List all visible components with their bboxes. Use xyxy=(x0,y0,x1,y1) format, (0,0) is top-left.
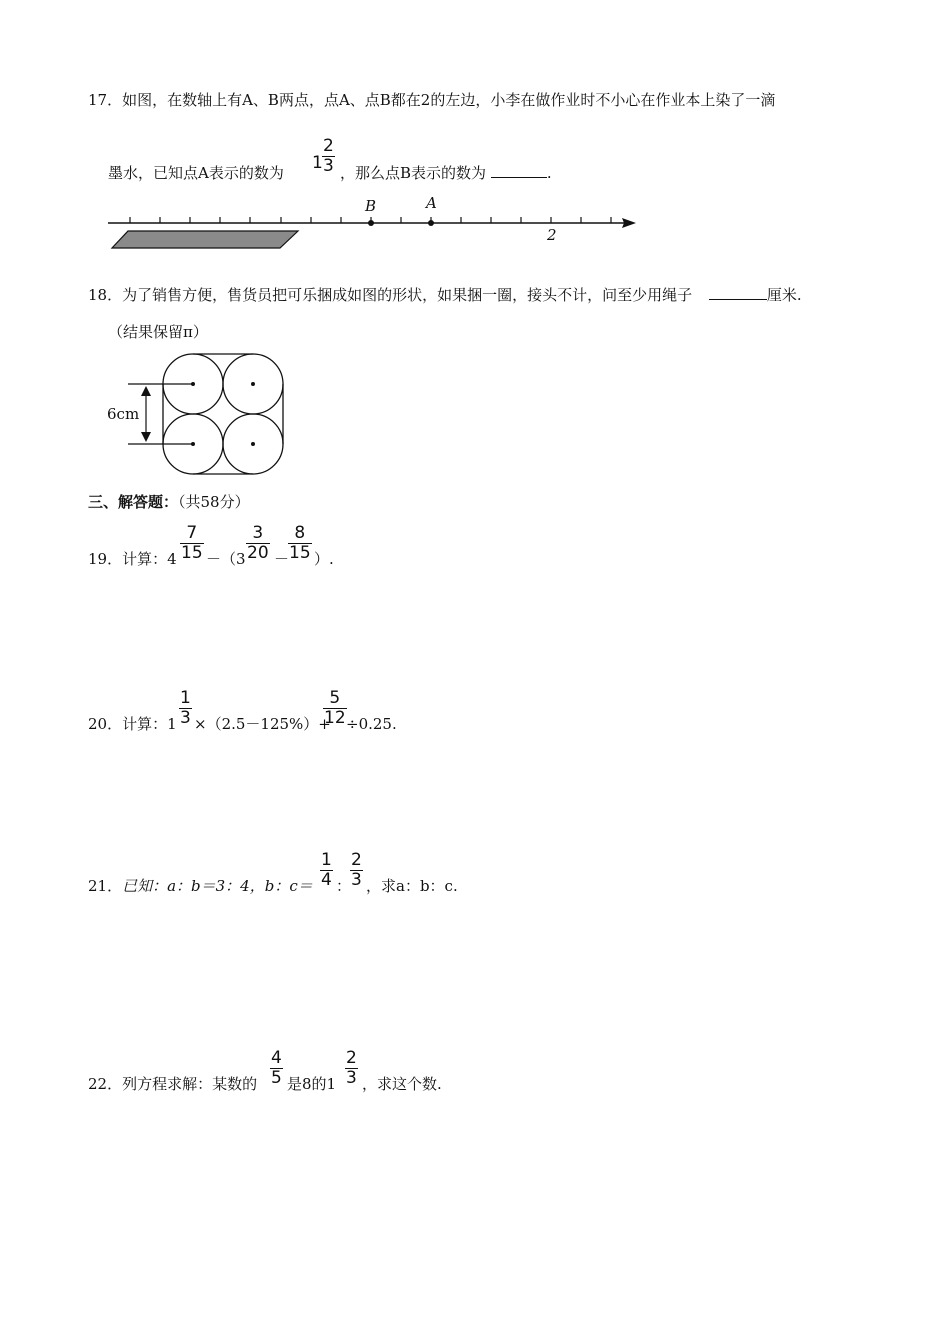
q17-frac-den: 3 xyxy=(323,156,334,176)
can-centers xyxy=(191,382,255,446)
q17-whole: 1 xyxy=(312,153,323,173)
q21-f1-den: 4 xyxy=(321,870,332,890)
q20-suffix: ÷0.25. xyxy=(346,715,397,733)
q21-line xyxy=(88,876,313,896)
section3-heading xyxy=(88,492,250,512)
q21-fraction-2 xyxy=(350,852,363,889)
q18-note: （结果保留π） xyxy=(108,323,208,341)
q22-f1-num: 4 xyxy=(271,1048,282,1068)
section3-title: 三、解答题： xyxy=(88,493,179,511)
q19-f1-den: 15 xyxy=(181,543,203,563)
q19-f2-num: 3 xyxy=(252,523,264,543)
q20-f1-num: 1 xyxy=(180,688,191,708)
q20-line xyxy=(88,714,177,734)
point-B-label: B xyxy=(365,197,377,215)
q21-suffix: ，求a：b：c. xyxy=(366,877,458,895)
q22-f1-den: 5 xyxy=(271,1068,282,1088)
rope-outline xyxy=(163,354,283,474)
q20-fraction-1 xyxy=(179,690,192,727)
q19-fraction-1 xyxy=(180,525,204,562)
can-circles xyxy=(163,354,283,474)
q22-prefix: 列方程求解：某数的 xyxy=(122,1075,258,1093)
q19-op1: －（3 xyxy=(206,550,246,568)
q19-f1-num: 7 xyxy=(186,523,198,543)
point-A-label: A xyxy=(426,194,437,212)
q17-number: 17． xyxy=(88,91,123,109)
q17-end: . xyxy=(546,164,552,182)
q21-colon: ： xyxy=(336,877,352,895)
section3-score: （共58分） xyxy=(178,493,250,511)
q19-fraction-2 xyxy=(246,525,270,562)
q21-number: 21． xyxy=(88,877,123,895)
q20-f1-den: 3 xyxy=(180,708,191,728)
q19-suffix: ）. xyxy=(314,550,334,568)
dimension-arrow-down xyxy=(141,432,151,442)
q20-fraction-2 xyxy=(323,690,347,727)
tick-label-2: 2 xyxy=(547,226,557,244)
q19-number: 19． xyxy=(88,550,123,568)
q22-suffix: ，求这个数. xyxy=(362,1075,442,1093)
q18-text: 为了销售方便，售货员把可乐捆成如图的形状，如果捆一圈，接头不计，问至少用绳子 xyxy=(122,286,693,304)
q17-frac-num: 2 xyxy=(323,136,334,156)
q19-prefix: 计算：4 xyxy=(122,550,177,568)
q21-fraction-1 xyxy=(320,852,333,889)
q17-text-b: ，那么点B表示的数为 xyxy=(340,164,487,182)
q21-prefix: 已知：a：b＝3：4，b：c＝ xyxy=(122,877,313,895)
q19-op2: － xyxy=(274,550,290,568)
q17-text-line1: 如图，在数轴上有A、B两点，点A、点B都在2的左边，小李在做作业时不小心在作业本上染了一滴 xyxy=(122,91,776,109)
q21-f2-num: 2 xyxy=(351,850,362,870)
q22-number: 22． xyxy=(88,1075,123,1093)
dimension-label: 6cm xyxy=(107,405,140,423)
q22-fraction-1 xyxy=(270,1050,283,1087)
q20-prefix: 计算：1 xyxy=(122,715,177,733)
q18-cans-figure xyxy=(0,0,950,500)
q18-number: 18． xyxy=(88,286,123,304)
q20-f2-num: 5 xyxy=(329,688,341,708)
q19-f2-den: 20 xyxy=(247,543,269,563)
q22-fraction-2 xyxy=(345,1050,358,1087)
dimension-arrow-up xyxy=(141,386,151,396)
q21-f1-num: 1 xyxy=(321,850,332,870)
q20-mid: ×（2.5－125%）+ xyxy=(194,715,331,733)
q22-line xyxy=(88,1074,257,1094)
q18-unit: 厘米. xyxy=(766,286,802,304)
q21-f2-den: 3 xyxy=(351,870,362,890)
q19-f3-num: 8 xyxy=(294,523,306,543)
q19-fraction-3 xyxy=(288,525,312,562)
q22-f2-num: 2 xyxy=(346,1048,357,1068)
q20-f2-den: 12 xyxy=(324,708,346,728)
q17-text-a: 墨水，已知点A表示的数为 xyxy=(108,164,284,182)
q19-f3-den: 15 xyxy=(289,543,311,563)
q22-mid: 是8的1 xyxy=(287,1075,337,1093)
q20-number: 20． xyxy=(88,715,123,733)
q19-line xyxy=(88,549,177,569)
q22-f2-den: 3 xyxy=(346,1068,357,1088)
